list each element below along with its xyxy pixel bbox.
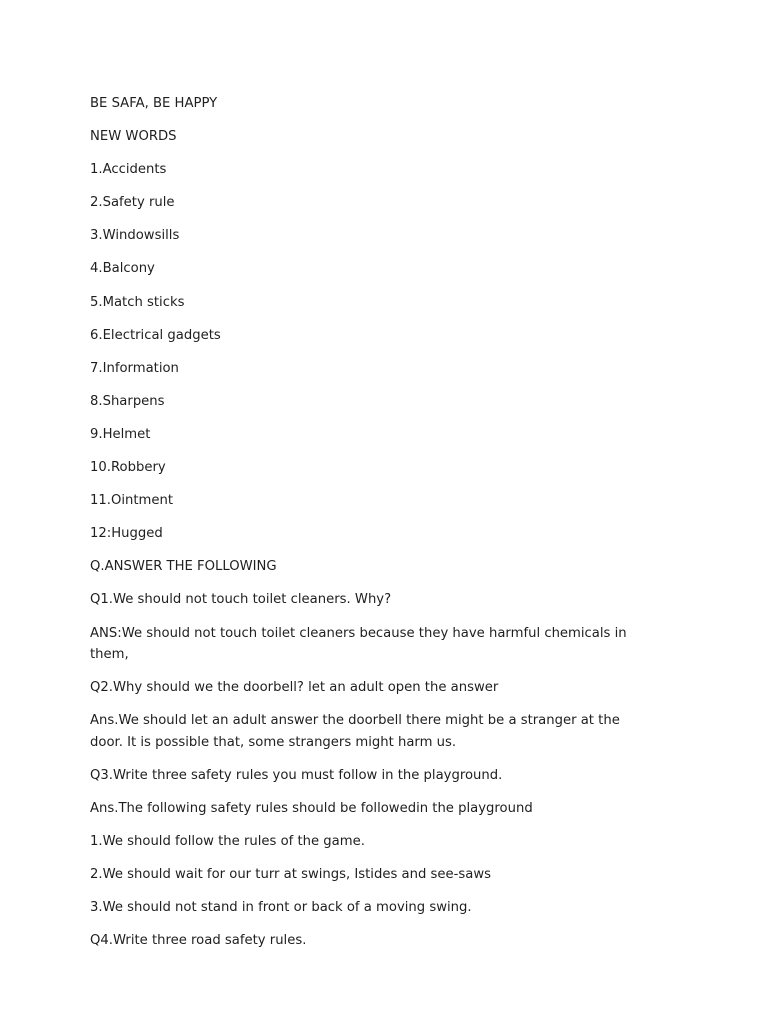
new-word-item: 8.Sharpens: [90, 393, 165, 409]
answer-1: ANS:We should not touch toilet cleaners because they have harmful chemicals in them,: [90, 625, 627, 662]
new-word-item: 4.Balcony: [90, 261, 155, 277]
question-3: Q3.Write three safety rules you must follow in the playground.: [90, 767, 503, 783]
new-word-item: 7.Information: [90, 360, 179, 376]
document-page: [90, 93, 650, 963]
question-2: Q2.Why should we the doorbell? let an adult open the answer: [90, 680, 499, 696]
new-word-item: 3.Windowsills: [90, 228, 180, 244]
new-word-item: 9.Helmet: [90, 426, 151, 442]
new-word-item: 2.Safety rule: [90, 195, 175, 211]
new-word-item: 10.Robbery: [90, 460, 166, 476]
new-word-item: 11.Ointment: [90, 493, 174, 509]
answer-3-rule: 3.We should not stand in front or back of a moving swing.: [90, 900, 472, 916]
document-title: BE SAFA, BE HAPPY: [90, 96, 218, 111]
new-word-item: 12:Hugged: [90, 526, 163, 542]
answer-3: Ans.The following safety rules should be followedin the playground: [90, 800, 533, 816]
new-word-item: 5.Match sticks: [90, 294, 185, 310]
answer-3-rule: 1.We should follow the rules of the game.: [90, 833, 365, 849]
answer-3-rule: 2.We should wait for our turr at swings, Istides and see-saws: [90, 867, 491, 883]
new-word-item: 1.Accidents: [90, 162, 167, 178]
answer-2: Ans.We should let an adult answer the doorbell there might be a stranger at the door. It is possible that, some strangers might harm us.: [90, 713, 620, 750]
new-words-heading: NEW WORDS: [90, 129, 177, 145]
answer-heading: Q.ANSWER THE FOLLOWING: [90, 559, 277, 575]
new-word-item: 6.Electrical gadgets: [90, 327, 221, 343]
question-1: Q1.We should not touch toilet cleaners. Why?: [90, 592, 392, 608]
question-4: Q4.Write three road safety rules.: [90, 933, 307, 949]
